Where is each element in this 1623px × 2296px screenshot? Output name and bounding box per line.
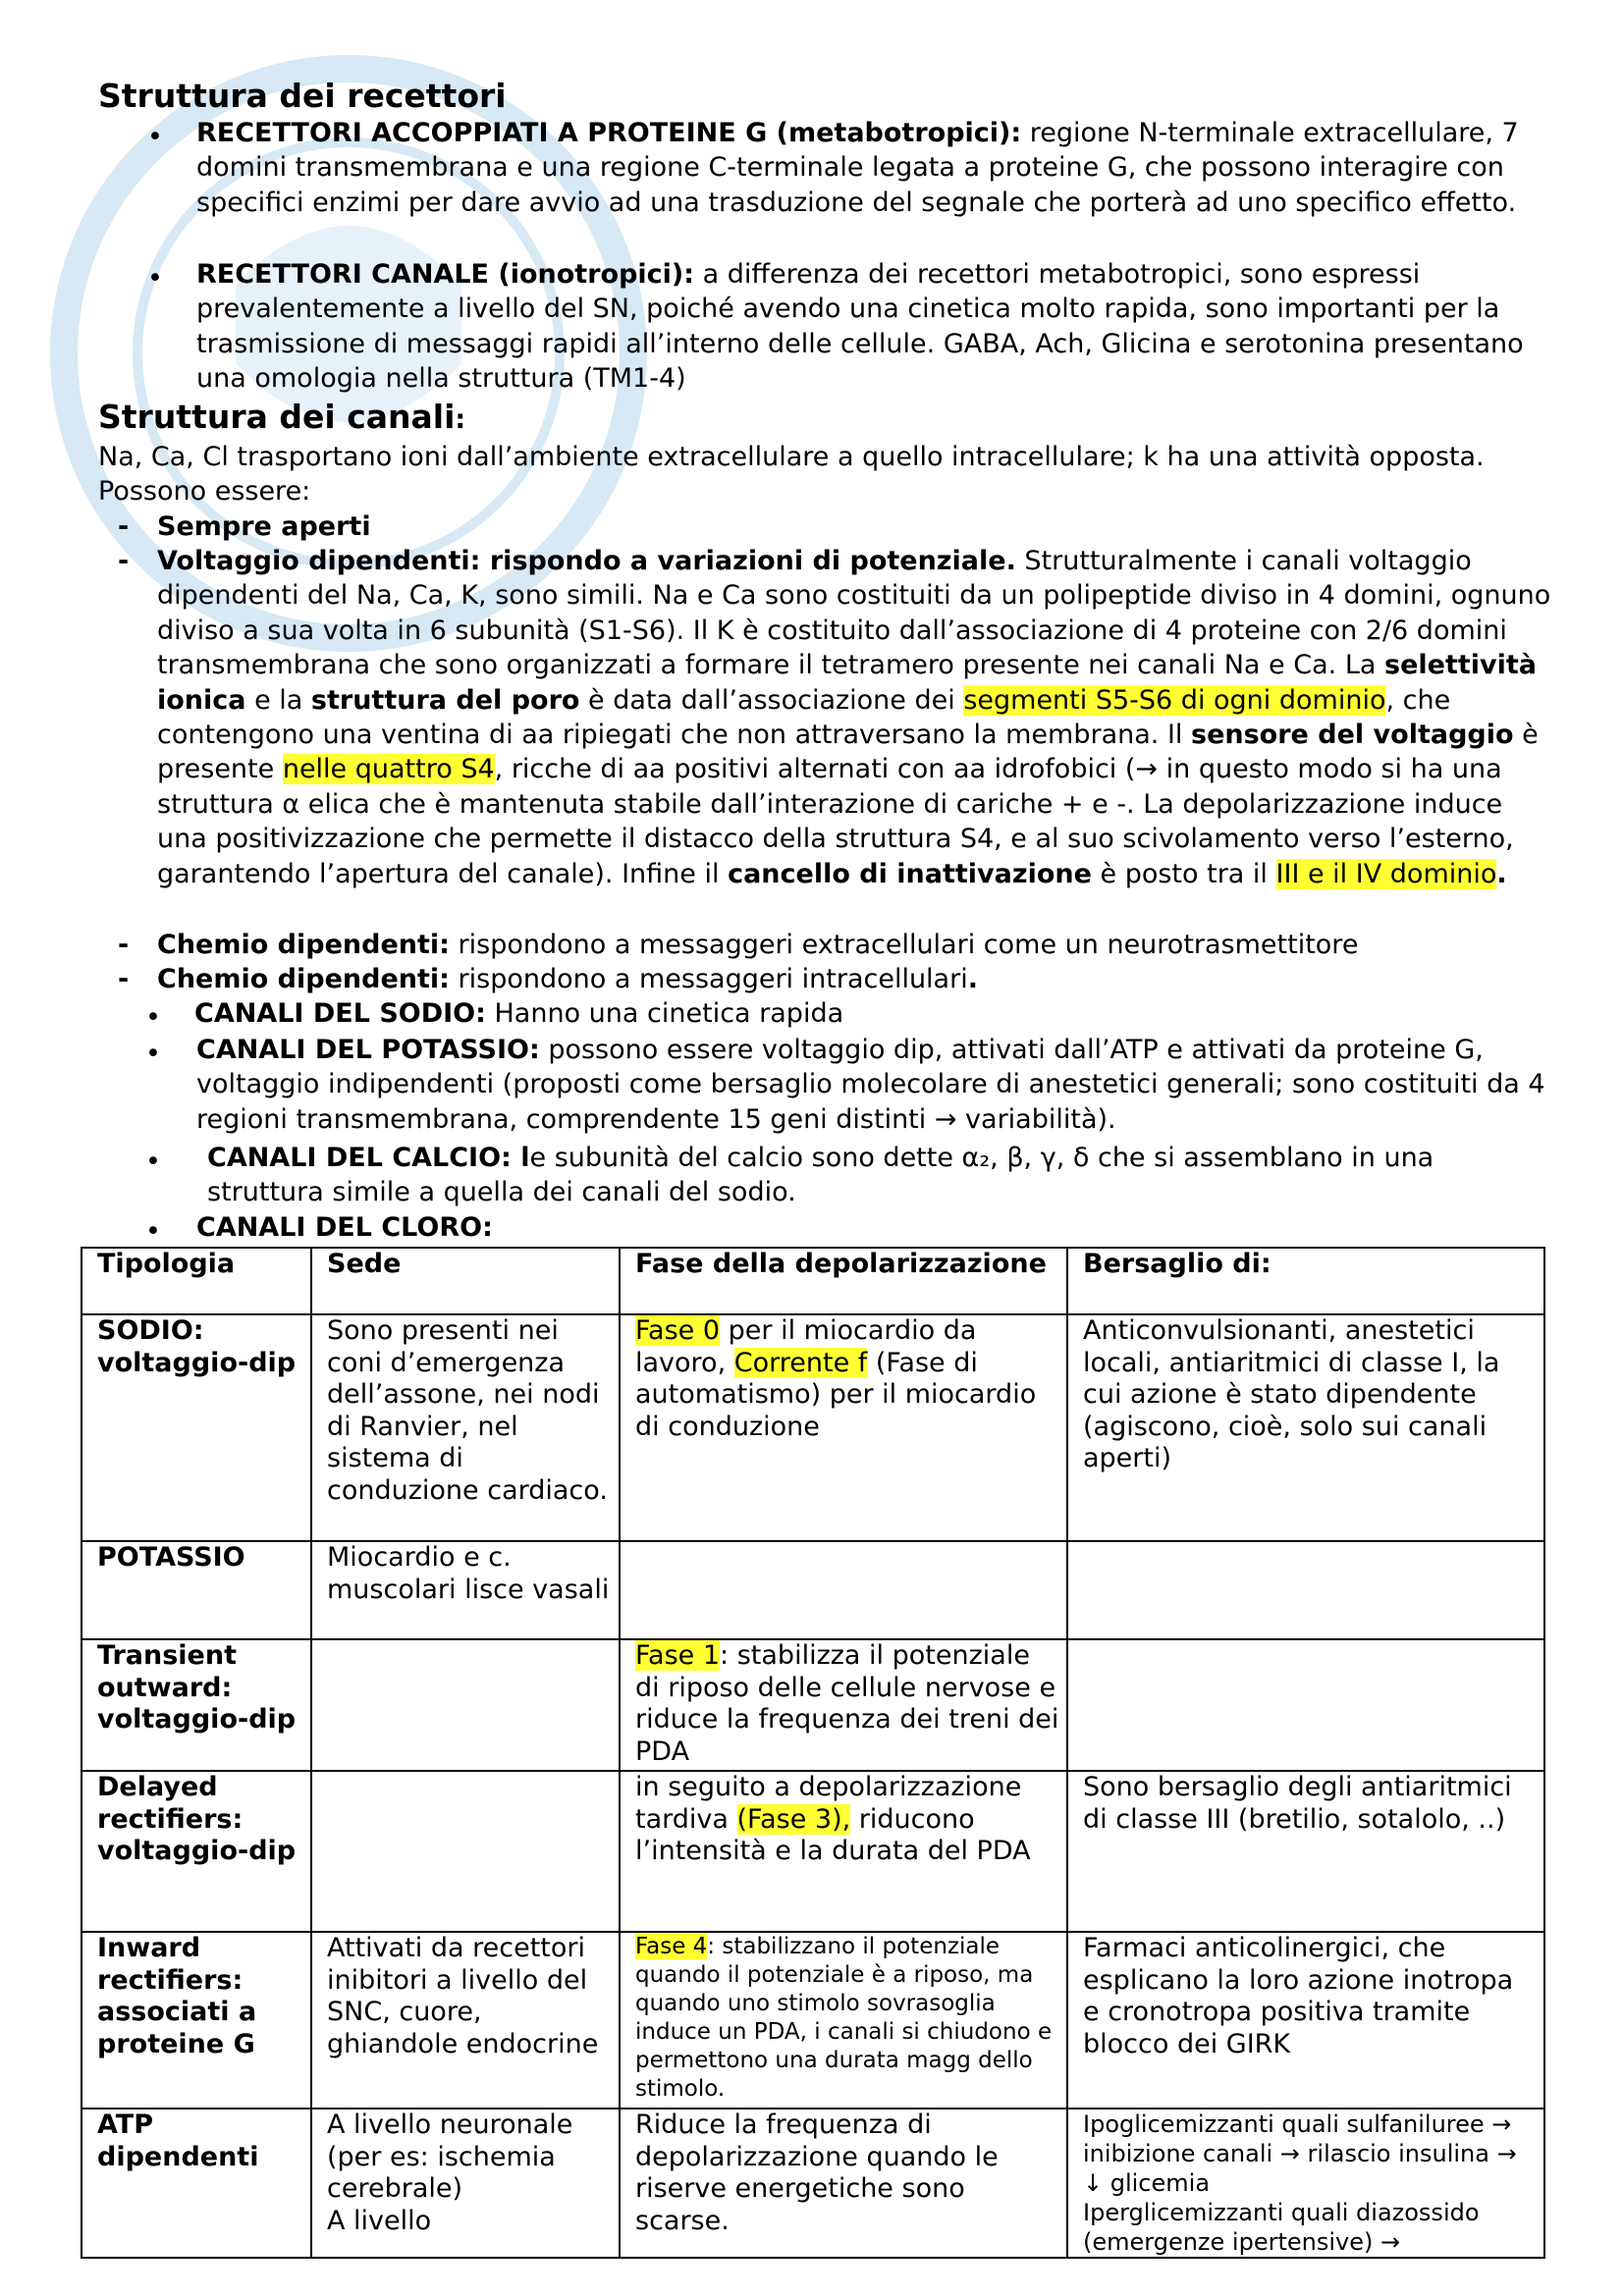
section-title-canali: Struttura dei canali: [98, 398, 466, 436]
cell-sede [311, 1771, 620, 1932]
cell-sede: A livello neuronale (per es: ischemia cerebrale) A livello [311, 2109, 620, 2258]
cell-bersaglio: Sono bersaglio degli antiaritmici di classe III (bretilio, sotalolo, ..) [1067, 1771, 1544, 1932]
bullet-icon: • [147, 263, 163, 294]
table-row [81, 1771, 1544, 1932]
cell-sede: Miocardio e c. muscolari lisce vasali [311, 1541, 620, 1639]
header-tipologia: Tipologia [81, 1248, 311, 1314]
table-header-row [81, 1248, 1544, 1314]
dash-marker: - [118, 511, 130, 542]
dash-marker: - [118, 546, 130, 576]
cell-bersaglio [1067, 1639, 1544, 1771]
cell-sede [311, 1639, 620, 1771]
table-row [81, 1932, 1544, 2109]
cell-tipologia: SODIO: voltaggio-dip [81, 1314, 311, 1541]
header-bersaglio: Bersaglio di: [1067, 1248, 1544, 1314]
cell-bersaglio: Farmaci anticolinergici, che esplicano la loro azione inotropa e cronotropa positiva tramite blocco dei GIRK [1067, 1932, 1544, 2109]
recettori-ionotropici-item: RECETTORI CANALE (ionotropici): a differenza dei recettori metabotropici, sono espressi prevalentemente a livello del SN, poiché avendo una cinetica molto rapida, sono importanti per la trasmissione di messaggi rapidi all’interno delle cellule. GABA, Ach, Glicina e serotonina presentano una omologia nella struttura (TM1-4) [196, 259, 1524, 395]
canali-sodio-item: CANALI DEL SODIO: Hanno una cinetica rapida [194, 998, 844, 1029]
header-fase: Fase della depolarizzazione [620, 1248, 1067, 1314]
cell-fase: Fase 4: stabilizzano il potenziale quando il potenziale è a riposo, ma quando uno stimolo sovrasoglia induce un PDA, i canali si chiudono e permettono una durata magg dello stimolo. [620, 1932, 1067, 2109]
bullet-icon: • [145, 1039, 161, 1069]
cell-fase: Fase 1: stabilizza il potenziale di riposo delle cellule nervose e riduce la frequenza dei treni dei PDA [620, 1639, 1067, 1771]
table-row [81, 1639, 1544, 1771]
canali-calcio-item: CANALI DEL CALCIO: le subunità del calcio sono dette α₂, β, γ, δ che si assemblano in una struttura simile a quella dei canali del sodio. [207, 1143, 1434, 1208]
chemio-extracellulari-item: Chemio dipendenti: rispondono a messaggeri extracellulari come un neurotrasmettitore [157, 930, 1359, 960]
cell-bersaglio: Ipoglicemizzanti quali sulfaniluree → inibizione canali → rilascio insulina → ↓ glicemia Iperglicemizzanti quali diazossido (emergenze ipertensive) → [1067, 2109, 1544, 2258]
dash-marker: - [118, 964, 130, 994]
cell-fase: in seguito a depolarizzazione tardiva (Fase 3), riducono l’intensità e la durata del PDA [620, 1771, 1067, 1932]
table-row [81, 2109, 1544, 2258]
section-title-recettori: Struttura dei recettori [98, 77, 507, 115]
bullet-icon: • [145, 1002, 161, 1033]
cell-fase [620, 1541, 1067, 1639]
cell-tipologia: POTASSIO [81, 1541, 311, 1639]
cell-tipologia: ATP dipendenti [81, 2109, 311, 2258]
canali-table [81, 1247, 1545, 2259]
cell-tipologia: Delayed rectifiers: voltaggio-dip [81, 1771, 311, 1932]
cell-bersaglio [1067, 1541, 1544, 1639]
table-row [81, 1314, 1544, 1541]
bullet-icon: • [145, 1216, 161, 1247]
cell-sede: Attivati da recettori inibitori a livello del SNC, cuore, ghiandole endocrine [311, 1932, 620, 2109]
header-sede: Sede [311, 1248, 620, 1314]
cell-tipologia: Inward rectifiers: associati a proteine G [81, 1932, 311, 2109]
canali-intro: Na, Ca, Cl trasportano ioni dall’ambiente extracellulare a quello intracellulare; k ha una attività opposta. Possono essere: [98, 442, 1485, 507]
cell-bersaglio: Anticonvulsionanti, anestetici locali, antiaritmici di classe I, la cui azione è stato dipendente (agiscono, cioè, solo sui canali aperti) [1067, 1314, 1544, 1541]
canali-cloro-item: CANALI DEL CLORO: [196, 1212, 493, 1243]
dash-marker: - [118, 930, 130, 960]
recettori-metabotropici-item: RECETTORI ACCOPPIATI A PROTEINE G (metabotropici): regione N-terminale extracellulare, 7 domini transmembrana e una regione C-terminale legata a proteine G, che possono interagire con specifici enzimi per dare avvio ad una trasduzione del segnale che porterà ad uno specifico effetto. [196, 118, 1519, 218]
cell-tipologia: Transient outward: voltaggio-dip [81, 1639, 311, 1771]
table-row [81, 1541, 1544, 1639]
cell-fase: Fase 0 per il miocardio da lavoro, Corrente f (Fase di automatismo) per il miocardio di conduzione [620, 1314, 1067, 1541]
bullet-icon: • [145, 1147, 161, 1177]
bullet-icon: • [147, 122, 163, 152]
voltaggio-dipendenti-item: Voltaggio dipendenti: rispondo a variazioni di potenziale. Strutturalmente i canali voltaggio dipendenti del Na, Ca, K, sono simili. Na e Ca sono costituiti da un polipeptide diviso in 4 domini, ognuno diviso a sua volta in 6 subunità (S1-S6). Il K è costituito dall’associazione di 4 proteine con 2/6 domini transmembrana che sono organizzati a formare il tetramero presente nei canali Na e Ca. La selettività ionica e la struttura del poro è data dall’associazione dei segmenti S5-S6 di ogni dominio, che contengono una ventina di aa ripiegati che non attraversano la membrana. Il sensore del voltaggio è presente nelle quattro S4, ricche di aa positivi alternati con aa idrofobici (→ in questo modo si ha una struttura α elica che è mantenuta stabile dall’interazione di cariche + e -. La depolarizzazione induce una positivizzazione che permette il distacco della struttura S4, e al suo scivolamento verso l’esterno, garantendo l’apertura del canale). Infine il cancello di inattivazione è posto tra il III e il IV dominio. [157, 546, 1551, 889]
cell-sede: Sono presenti nei coni d’emergenza dell’assone, nei nodi di Ranvier, nel sistema di conduzione cardiaco. [311, 1314, 620, 1541]
sempre-aperti-item: Sempre aperti [157, 511, 371, 542]
cell-fase: Riduce la frequenza di depolarizzazione quando le riserve energetiche sono scarse. [620, 2109, 1067, 2258]
chemio-intracellulari-item: Chemio dipendenti: rispondono a messaggeri intracellulari. [157, 964, 978, 994]
canali-potassio-item: CANALI DEL POTASSIO: possono essere voltaggio dip, attivati dall’ATP e attivati da proteine G, voltaggio indipendenti (proposti come bersaglio molecolare di anestetici generali; sono costituiti da 4 regioni transmembrana, comprendente 15 geni distinti → variabilità). [196, 1035, 1545, 1135]
